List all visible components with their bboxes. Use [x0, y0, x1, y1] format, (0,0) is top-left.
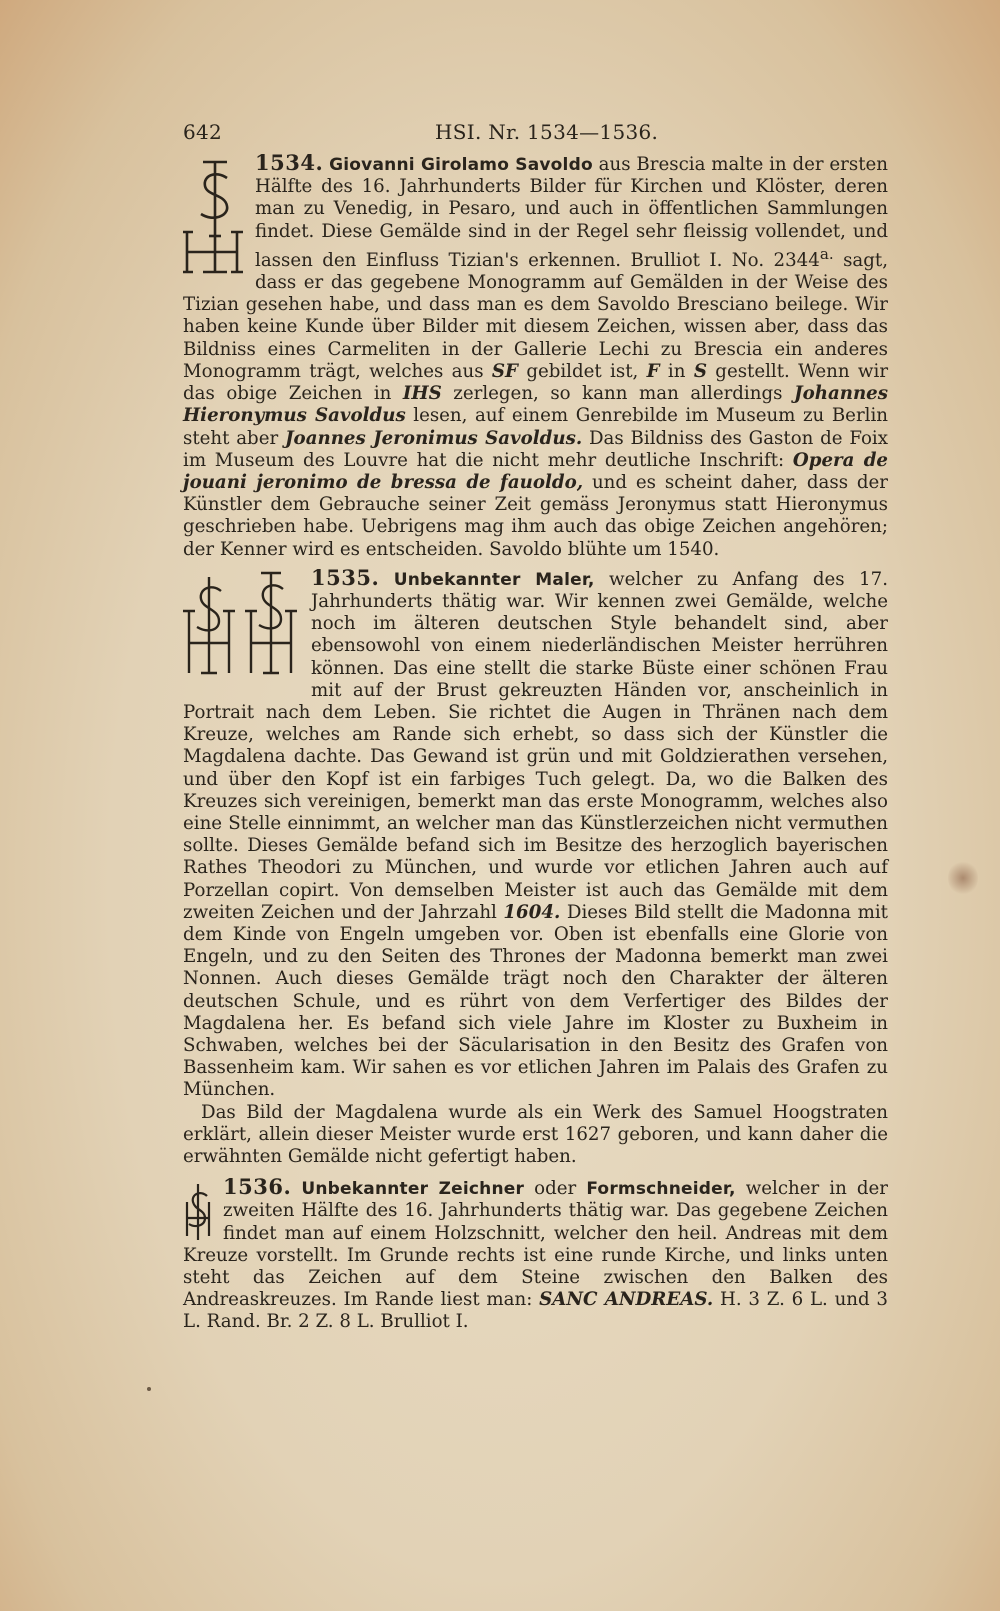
entry-1536-number: 1536. — [223, 1174, 292, 1200]
entry-1535-note: Das Bild der Magdalena wurde als ein Werk des Samuel Hoogstraten erklärt, allein dieser Meister wurde erst 1627 geboren, und kann daher die erwähnten Gemälde nicht gefertigt haben. — [183, 1101, 888, 1167]
entry-1534-text: Das Bildniss des Gaston de Foix im Museum des Louvre hat die nicht mehr deutliche Inschrift: — [183, 427, 888, 471]
running-head: HSI. Nr. 1534—1536. — [435, 120, 659, 144]
entry-1534-italic: S — [693, 360, 707, 382]
entry-1535 — [183, 564, 888, 1168]
entry-1534-text: zerlegen, so kann man allerdings — [441, 383, 794, 405]
entry-1534-text: und es scheint daher, dass der Künstler dem Gebrauche seiner Zeit gemäss Jeronymus statt Hieronymus geschrieben habe. Uebrigens mag ihm auch das obige Zeichen angehören; der Kenner wird es entscheiden. Savoldo blühte um 1540. — [183, 471, 888, 560]
page-speck — [147, 1387, 151, 1391]
entry-1536-text: H. 3 Z. 6 L. und 3 L. Rand. Br. 2 Z. 8 L. Brulliot I. — [183, 1289, 889, 1333]
entry-1534-italic: IHS — [402, 383, 442, 405]
entry-1534-text: aus Brescia malte in der ersten Hälfte des 16. Jahrhunderts Bilder für Kirchen und Klöster, deren man zu Venedig, in Pesaro, und auch in öffentlichen Sammlungen findet. Diese Gemälde sind in der Regel sehr fleissig vollendet, und lassen den Einfluss Tizian's erkennen. Brulliot I. No. 2344 — [255, 154, 888, 271]
page-number: 642 — [183, 120, 223, 144]
entry-1535-year: 1604. — [503, 901, 561, 923]
entry-1534-text: gebildet ist, — [517, 360, 647, 382]
entry-1536-text: oder — [524, 1178, 587, 1200]
entry-1534-sup: a. — [819, 244, 834, 263]
entry-1535-text: Dieses Bild stellt die Madonna mit dem Kinde von Engeln umgeben vor. Oben ist ebenfalls eine Glorie von Engeln, und zu den Seiten des Thrones der Madonna bemerkt man zwei Nonnen. Auch dieses Gemälde trägt noch den Charakter der älteren deutschen Schule, und es rührt von dem Verfertiger des Bildes der Magdalena her. Es befand sich viele Jahre im Kloster zu Buxheim in Schwaben, welches bei der Säcularisation in den Besitz des Grafen von Bassenheim kam. Wir sahen es vor etlichen Jahren im Palais des Grafen zu München. — [183, 901, 888, 1101]
monogram-pair-icon — [183, 569, 301, 681]
page-stain — [948, 860, 978, 896]
entry-1534-italic: Johannes Hieronymus Savoldus — [183, 383, 888, 427]
entry-1534 — [183, 152, 888, 561]
entry-1535-number: 1535. — [311, 564, 380, 590]
entry-1534-italic: Joannes Jeronimus Savoldus. — [284, 427, 583, 449]
monogram-hs-icon — [183, 1178, 213, 1244]
running-header — [183, 120, 888, 148]
page-content — [183, 120, 888, 1334]
entry-1534-italic: Opera de jouani jeronimo de bressa de fauoldo, — [183, 449, 888, 493]
entry-1534-artist: Giovanni Girolamo Savoldo — [329, 155, 593, 175]
entry-1536 — [183, 1176, 888, 1333]
entry-1536-text: welcher in der zweiten Hälfte des 16. Jahrhunderts thätig war. Das gegebene Zeichen findet man auf einem Holzschnitt, welcher den heil. Andreas mit dem Kreuze vorstellt. Im Grunde rechts ist eine runde Kirche, und links unten steht das Zeichen auf dem Steine zwischen den Balken des Andreaskreuzes. Im Rande liest man: — [183, 1178, 888, 1311]
entry-1534-italic: F — [646, 360, 660, 382]
entry-1536-italic: SANC ANDREAS. — [539, 1289, 714, 1311]
entry-1536-artist-alt: Formschneider, — [586, 1179, 736, 1200]
monogram-ihs-icon — [183, 154, 245, 279]
entry-1534-italic: SF — [491, 360, 518, 382]
entry-1536-artist: Unbekannter Zeichner — [301, 1179, 525, 1200]
entry-1535-artist: Unbekannter Maler, — [393, 569, 595, 590]
entry-1534-text: lesen, auf einem Genrebilde im Museum zu Berlin steht aber — [183, 405, 888, 449]
entry-1534-text: sagt, dass er das gegebene Monogramm auf Gemälden in der Weise des Tizian gesehen habe, und dass man es dem Savoldo Bresciano beilege. Wir haben keine Kunde über Bilder mit diesem Zeichen, wissen aber, dass das Bildniss eines Carmeliten in der Gallerie Lechi zu Brescia ein anderes Monogramm trägt, welches aus — [183, 249, 888, 382]
entry-1534-text: gestellt. Wenn wir das obige Zeichen in — [183, 360, 889, 405]
entry-1534-number: 1534. — [255, 150, 324, 175]
entry-1534-text: in — [659, 360, 694, 382]
entry-1535-text: welcher zu Anfang des 17. Jahrhunderts thätig war. Wir kennen zwei Gemälde, welche noch im älteren deutschen Style behandelt sind, aber ebensowohl von einem niederländischen Meister herrühren können. Das eine stellt die starke Büste einer schönen Frau mit auf der Brust gekreuzten Händen vor, anscheinlich in Portrait nach dem Leben. Sie richtet die Augen in Thränen nach dem Kreuze, welches am Rande sich erhebt, so dass sich der Künstler die Magdalena dachte. Das Gewand ist grün und mit Goldzierathen versehen, und über den Kopf ist ein farbiges Tuch gelegt. Da, wo die Balken des Kreuzes sich vereinigen, bemerkt man das erste Monogramm, welches also eine Stelle einnimmt, an welcher man das Künstlerzeichen nicht vermuthen sollte. Dieses Gemälde befand sich im Besitze des herzoglich bayerischen Rathes Theodori zu München, und wurde vor etlichen Jahren auch auf Porzellan copirt. Von demselben Meister ist auch das Gemälde mit dem zweiten Zeichen und der Jahrzahl — [183, 568, 888, 923]
